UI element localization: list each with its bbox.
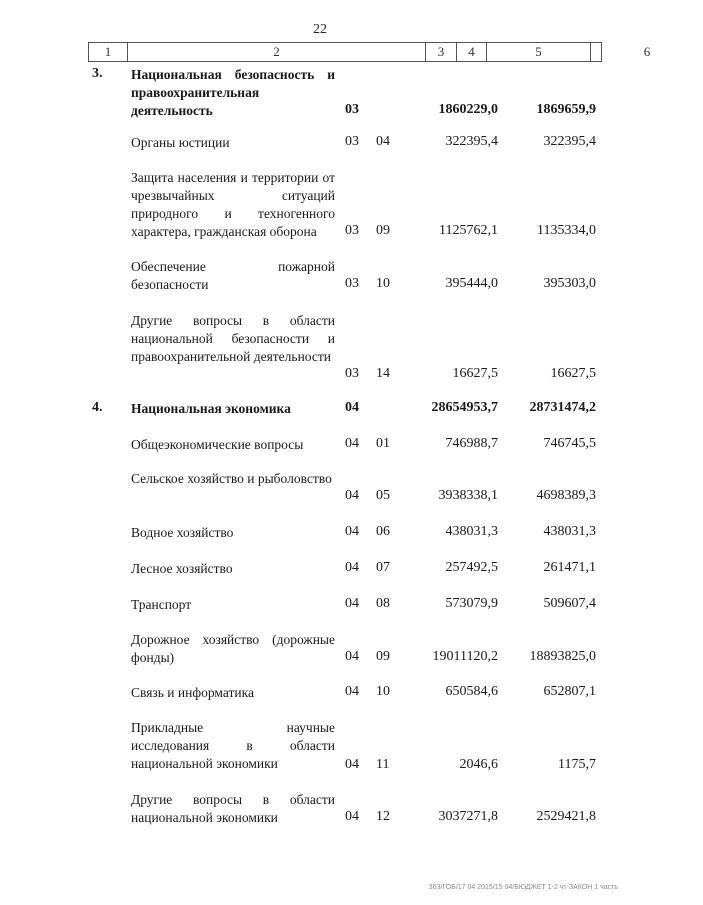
row-value-5: 322395,4 — [445, 134, 498, 149]
document-footer: 363/ГОБ/17 04 2015/15 04/БЮДЖЕТ 1-2 чт-ЗАКОН 1 часть — [428, 884, 618, 891]
row-subsection: 08 — [376, 596, 390, 611]
row-subsection: 14 — [376, 366, 390, 381]
row-subsection: 09 — [376, 649, 390, 664]
row-value-5: 2046,6 — [459, 757, 498, 772]
row-value-5: 395444,0 — [445, 276, 498, 291]
row-value-5: 257492,5 — [445, 560, 498, 575]
row-value-5: 746988,7 — [445, 436, 498, 451]
row-value-6: 652807,1 — [543, 684, 596, 699]
row-value-5: 573079,9 — [445, 596, 498, 611]
row-name: Национальная экономика — [131, 401, 291, 416]
row-section: 04 — [345, 488, 359, 503]
row-value-6: 18893825,0 — [529, 649, 596, 664]
row-value-6: 261471,1 — [543, 560, 596, 575]
row-section: 03 — [345, 223, 359, 238]
row-value-6: 322395,4 — [543, 134, 596, 149]
row-value-5: 438031,3 — [445, 524, 498, 539]
row-name: Транспорт — [131, 597, 192, 612]
header-col-6: 6 — [643, 44, 651, 59]
row-value-5: 650584,6 — [445, 684, 498, 699]
row-value-5: 16627,5 — [452, 366, 498, 381]
row-subsection: 07 — [376, 560, 390, 575]
row-value-5: 3037271,8 — [438, 809, 498, 824]
row-section: 04 — [345, 400, 359, 415]
row-subsection: 01 — [376, 436, 390, 451]
row-name: Дорожное хозяйство (дорожные фонды) — [131, 632, 335, 665]
page-number: 22 — [313, 22, 327, 37]
row-value-6: 4698389,3 — [536, 488, 596, 503]
row-section: 03 — [345, 134, 359, 149]
row-value-5: 1125762,1 — [439, 223, 498, 238]
row-subsection: 10 — [376, 684, 390, 699]
row-value-6: 16627,5 — [550, 366, 596, 381]
row-subsection: 11 — [376, 757, 390, 772]
row-section: 04 — [345, 524, 359, 539]
row-value-6: 395303,0 — [543, 276, 596, 291]
row-value-5: 3938338,1 — [438, 488, 498, 503]
row-name: Лесное хозяйство — [131, 561, 233, 576]
row-name: Связь и информатика — [131, 685, 254, 700]
row-value-6: 746745,5 — [543, 436, 596, 451]
row-subsection: 05 — [376, 488, 390, 503]
header-col-5: 5 — [487, 43, 591, 61]
row-subsection: 12 — [376, 809, 390, 824]
row-name: Национальная безопасность и правоохранительная деятельность — [131, 67, 335, 118]
row-value-6: 438031,3 — [543, 524, 596, 539]
header-col-3: 3 — [426, 43, 457, 61]
header-col-1: 1 — [89, 43, 128, 61]
row-name: Защита населения и территории от чрезвычайных ситуаций природного и техногенного характера, гражданская оборона — [131, 170, 335, 239]
row-number: 4. — [92, 400, 103, 415]
row-name: Прикладные научные исследования в области национальной экономики — [131, 720, 335, 771]
table-header — [88, 42, 651, 62]
row-section: 03 — [345, 366, 359, 381]
row-value-5: 19011120,2 — [432, 649, 498, 664]
header-col-2: 2 — [128, 43, 426, 61]
row-value-6: 1869659,9 — [536, 102, 596, 117]
row-name: Общеэкономические вопросы — [131, 437, 304, 452]
row-name: Сельское хозяйство и рыболовство — [131, 471, 332, 486]
row-subsection: 09 — [376, 223, 390, 238]
row-section: 04 — [345, 809, 359, 824]
row-section: 04 — [345, 436, 359, 451]
row-subsection: 04 — [376, 134, 390, 149]
row-number: 3. — [92, 66, 103, 81]
row-value-6: 1135334,0 — [537, 223, 596, 238]
row-subsection: 10 — [376, 276, 390, 291]
row-value-6: 1175,7 — [558, 757, 596, 772]
row-value-5: 28654953,7 — [431, 400, 498, 415]
row-name: Водное хозяйство — [131, 525, 234, 540]
row-name: Другие вопросы в области национальной экономики — [131, 792, 335, 825]
row-section: 04 — [345, 560, 359, 575]
row-section: 04 — [345, 596, 359, 611]
row-name: Обеспечение пожарной безопасности — [131, 259, 335, 292]
row-value-6: 509607,4 — [543, 596, 596, 611]
row-value-6: 2529421,8 — [536, 809, 596, 824]
row-section: 04 — [345, 757, 359, 772]
row-name: Другие вопросы в области национальной безопасности и правоохранительной деятельности — [131, 313, 335, 364]
row-name: Органы юстиции — [131, 135, 230, 150]
row-section: 04 — [345, 684, 359, 699]
row-subsection: 06 — [376, 524, 390, 539]
row-section: 04 — [345, 649, 359, 664]
row-section: 03 — [345, 276, 359, 291]
row-value-5: 1860229,0 — [438, 102, 498, 117]
row-value-6: 28731474,2 — [529, 400, 596, 415]
row-section: 03 — [345, 102, 359, 117]
header-col-4: 4 — [457, 43, 487, 61]
